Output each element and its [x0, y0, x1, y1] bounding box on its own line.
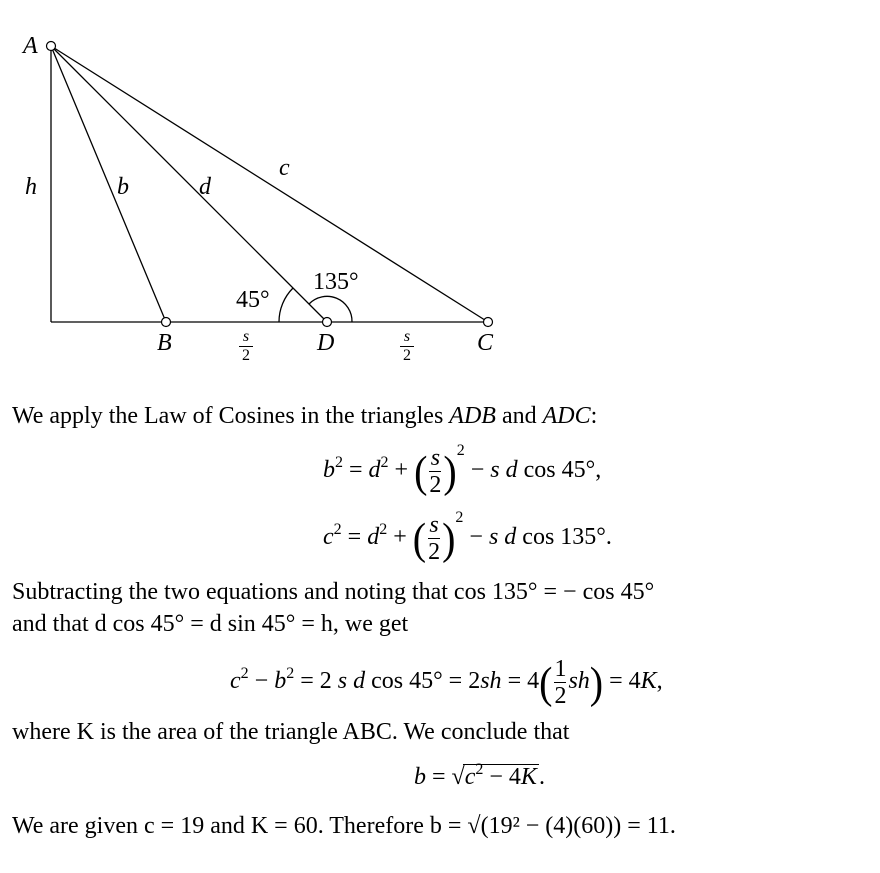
- line1-post: :: [590, 403, 598, 429]
- label-a: A: [23, 33, 38, 59]
- line1-tri2: ADC: [542, 403, 591, 429]
- side-b-line: [51, 46, 166, 322]
- triangle-figure: [0, 0, 880, 380]
- label-half-s-left: s 2: [239, 329, 253, 364]
- label-b: B: [157, 330, 172, 356]
- line1-tri1: ADB: [449, 403, 496, 429]
- equation-3: $c^2 - b^2 = 2$ s d cos 45° = 2sh = 4( $\frac{1}{2}$ sh) = 4K,: [230, 656, 663, 709]
- equation-1: $b^2 = d^2$ + ( $\frac{s}{2}$ )$^2$ − s d cos 45°,: [323, 442, 602, 498]
- label-side-h: h: [25, 174, 37, 200]
- label-side-d: d: [199, 174, 211, 200]
- median-d-line: [51, 46, 327, 322]
- label-angle-45: 45°: [236, 287, 270, 313]
- line1-mid: and: [495, 403, 543, 429]
- label-c: C: [477, 330, 494, 356]
- line1-pre: We apply the Law of Cosines in the triangles: [12, 403, 450, 429]
- equation-2: $c^2 = d^2$ + ( $\frac{s}{2}$ )$^2$ − s d cos 135°.: [323, 509, 612, 565]
- point-c-marker: [484, 318, 493, 327]
- label-d: D: [317, 330, 335, 356]
- angle-45-arc: [279, 288, 293, 322]
- text-line-5: We are given c = 19 and K = 60. Therefore b = √(19² − (4)(60)) = 11.: [12, 813, 676, 839]
- triangle-diagram: [0, 0, 880, 380]
- text-line-1: [12, 400, 597, 432]
- point-b-marker: [162, 318, 171, 327]
- label-side-b: b: [117, 174, 129, 200]
- text-line-4: where K is the area of the triangle ABC. We conclude that: [12, 719, 570, 745]
- point-d-marker: [323, 318, 332, 327]
- label-side-c: c: [279, 155, 290, 181]
- label-angle-135: 135°: [313, 269, 359, 295]
- text-line-3: and that d cos 45° = d sin 45° = h, we get: [12, 611, 409, 637]
- text-line-2: Subtracting the two equations and noting that cos 135° = − cos 45°: [12, 579, 655, 605]
- label-half-s-right: s 2: [400, 329, 414, 364]
- point-a-marker: [47, 42, 56, 51]
- angle-135-arc: [309, 296, 352, 322]
- equation-4: $b = √c^2 - 4K$.: [414, 761, 545, 790]
